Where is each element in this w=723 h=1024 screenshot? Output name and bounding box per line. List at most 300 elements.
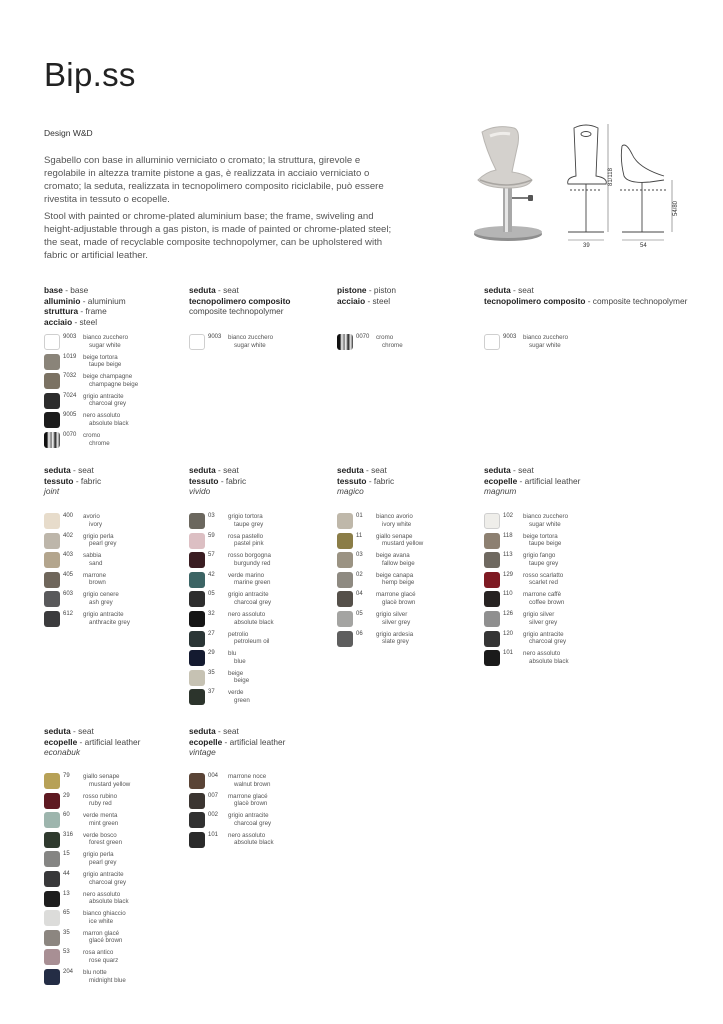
swatch-code: 004: [208, 773, 219, 779]
swatch-name-italian: petrolio: [228, 630, 249, 638]
header-line: [44, 317, 126, 328]
swatch-code: 603: [63, 591, 74, 598]
swatch-name-italian: giallo senape: [83, 773, 120, 780]
swatch-name: [83, 851, 117, 866]
swatch-name-english: scarlet red: [529, 579, 558, 587]
swatch-name-english: glacè brown: [382, 598, 416, 606]
swatch-name: [228, 832, 274, 847]
swatch-name-english: chrome: [89, 439, 110, 447]
swatch-name: [228, 611, 274, 626]
swatch-name-italian: beige tortora: [83, 353, 118, 361]
header-line: [44, 726, 140, 737]
header-line: [337, 285, 396, 296]
swatch-name: [376, 572, 414, 587]
color-swatch: [44, 513, 60, 529]
swatch-name-english: green: [234, 696, 250, 704]
header-term: tecnopolimero composito: [189, 295, 291, 306]
header-translation: - fabric: [366, 475, 395, 486]
swatch-name-english: mustard yellow: [89, 780, 131, 788]
swatch-code: 53: [63, 949, 70, 956]
swatch-code: 79: [63, 773, 70, 779]
swatch-name-italian: bianco zucchero: [523, 513, 569, 520]
header-term: ecopelle: [484, 475, 518, 486]
color-swatch: [337, 572, 353, 588]
product-image: [456, 120, 566, 250]
header-line: [44, 737, 140, 748]
header-translation: - composite technopolymer: [585, 295, 688, 306]
swatch-name: [83, 334, 128, 349]
header-translation: - artificial leather: [222, 736, 286, 747]
color-swatch: [44, 851, 60, 867]
swatch-name-english: brown: [89, 579, 106, 587]
swatch-name: [83, 930, 122, 945]
color-swatch: [44, 969, 60, 985]
swatch-name: [376, 552, 415, 567]
swatch-name: [376, 334, 403, 349]
header-line: [44, 306, 126, 317]
swatch-code: 113: [503, 552, 513, 559]
swatch-code: 01: [356, 513, 363, 519]
swatch-name: [228, 793, 268, 808]
color-swatch: [484, 513, 500, 529]
swatch-name: [83, 949, 118, 964]
color-swatch: [189, 334, 205, 350]
swatch-name-english: midnight blue: [89, 976, 126, 984]
description-italian: Sgabello con base in alluminio verniciato o cromato; la struttura, girevole e regolabile in altezza tramite pistone a gas, è realizzata in acciaio verniciato o cromato; la seduta, realizzata in tecnopolimero composito riciclabile, può essere rivestita in tessuto o ecopelle.: [44, 155, 384, 205]
swatch-name-italian: rosa antico: [83, 949, 114, 957]
swatch-code: 9003: [503, 334, 517, 340]
color-swatch: [484, 631, 500, 647]
color-swatch: [44, 354, 60, 370]
dimension-seat-height: 54/80: [673, 200, 679, 216]
swatch-name-italian: grigio antracite: [83, 870, 124, 878]
swatch-name-italian: grigio antracite: [523, 630, 564, 638]
header-line: [337, 486, 394, 497]
swatch-name-italian: grigio silver: [376, 610, 408, 618]
color-swatch: [189, 689, 205, 705]
swatch-name: [228, 334, 273, 349]
swatch-name-english: charcoal grey: [234, 598, 272, 606]
swatch-name-italian: marrone glacé: [376, 591, 416, 599]
color-swatch: [189, 533, 205, 549]
swatch-name-english: taupe grey: [234, 520, 264, 528]
swatch-code: 120: [503, 630, 514, 637]
color-swatch: [44, 832, 60, 848]
header-term: seduta: [337, 465, 364, 475]
swatch-name: [228, 513, 263, 528]
color-swatch: [337, 591, 353, 607]
header-line: [189, 747, 285, 758]
swatch-code: 42: [208, 571, 215, 578]
swatch-name-italian: grigio ardesia: [376, 630, 414, 638]
color-swatch: [189, 773, 205, 789]
section-header-fabric-magico: [337, 465, 394, 497]
swatch-name-italian: rosso borgogna: [228, 552, 271, 560]
swatch-name-italian: nero assoluto: [228, 831, 266, 839]
swatch-name-italian: marrone caffè: [523, 591, 562, 599]
color-swatch: [337, 552, 353, 568]
header-translation: - seat: [510, 465, 534, 475]
swatch-name: [523, 533, 561, 548]
swatch-name-italian: grigio fango: [523, 552, 556, 560]
swatch-name-italian: marrone noce: [228, 773, 267, 780]
header-translation: composite technopolymer: [189, 306, 284, 316]
color-swatch: [44, 949, 60, 965]
swatch-name: [228, 631, 269, 646]
swatch-code: 27: [208, 630, 215, 637]
swatch-code: 35: [63, 929, 70, 936]
header-line: [44, 465, 101, 476]
header-line: [337, 465, 394, 476]
header-term: seduta: [189, 726, 216, 736]
header-line: [189, 465, 246, 476]
color-swatch: [44, 930, 60, 946]
color-swatch: [189, 650, 205, 666]
swatch-name: [523, 631, 566, 646]
color-swatch: [44, 412, 60, 428]
color-swatch: [189, 793, 205, 809]
swatch-name: [376, 611, 410, 626]
swatch-name-italian: beige: [228, 669, 244, 677]
swatch-name-english: charcoal grey: [89, 400, 127, 408]
header-term: seduta: [44, 726, 71, 736]
swatch-name-english: rose quarz: [89, 956, 119, 964]
swatch-code: 13: [63, 890, 70, 897]
color-swatch: [44, 552, 60, 568]
swatch-name-italian: nero assoluto: [228, 610, 266, 618]
swatch-name-italian: marrone glacé: [228, 792, 268, 800]
swatch-name: [83, 513, 102, 528]
swatch-name-english: ice white: [89, 917, 114, 925]
swatch-code: 11: [356, 532, 363, 539]
color-swatch: [44, 812, 60, 828]
swatch-name-italian: verde bosco: [83, 831, 117, 839]
section-header-seat-technopolymer-2: [484, 285, 687, 306]
header-term: ecopelle: [189, 736, 223, 747]
swatch-name: [376, 631, 413, 646]
color-swatch: [189, 670, 205, 686]
swatch-code: 102: [503, 513, 514, 519]
swatch-name: [376, 513, 413, 528]
swatch-code: 1019: [63, 353, 77, 360]
swatch-name-english: fallow beige: [382, 559, 415, 567]
swatch-name-english: ivory: [89, 520, 103, 528]
header-line: [337, 476, 394, 487]
swatch-name-english: absolute black: [234, 839, 274, 847]
swatch-name: [523, 552, 558, 567]
swatch-name-english: chrome: [382, 341, 403, 349]
color-swatch: [44, 773, 60, 789]
swatch-name-english: silver grey: [529, 618, 558, 626]
swatch-name-italian: rosso rubino: [83, 792, 118, 800]
section-header-piston: [337, 285, 396, 306]
swatch-code: 002: [208, 812, 219, 819]
header-line: [189, 476, 246, 487]
header-term: pistone: [337, 285, 367, 295]
swatch-name-italian: grigio antracite: [83, 392, 124, 400]
header-translation: - base: [62, 285, 89, 295]
color-swatch: [189, 812, 205, 828]
swatch-name-english: pastel pink: [234, 540, 264, 548]
section-header-leather-econabuk: [44, 726, 140, 758]
header-term: struttura: [44, 306, 79, 316]
swatch-name-italian: grigio antracite: [228, 812, 269, 820]
swatch-name-english: glacé brown: [89, 937, 123, 945]
header-subtitle: magico: [337, 486, 364, 496]
swatch-name-english: silver grey: [382, 618, 411, 626]
swatch-name-english: petroleum oil: [234, 638, 270, 646]
header-line: [484, 486, 580, 497]
swatch-code: 15: [63, 851, 70, 858]
swatch-name: [83, 373, 138, 388]
swatch-name-english: absolute black: [89, 898, 129, 906]
swatch-code: 65: [63, 910, 70, 917]
swatch-code: 9005: [63, 412, 77, 419]
swatch-name-italian: bianco zucchero: [228, 334, 274, 341]
swatch-name-english: sugar white: [234, 341, 266, 349]
swatch-name-italian: grigio cenere: [83, 591, 119, 599]
dimension-depth: 54: [640, 243, 647, 249]
header-line: [337, 296, 396, 307]
swatch-name-english: absolute black: [234, 618, 274, 626]
swatch-name: [228, 552, 271, 567]
swatch-name-italian: grigio tortora: [228, 513, 263, 520]
color-swatch: [484, 552, 500, 568]
swatch-name-italian: nero assoluto: [83, 412, 121, 420]
swatch-name-italian: nero assoluto: [83, 890, 121, 898]
color-swatch: [484, 650, 500, 666]
swatch-name-english: sugar white: [529, 341, 561, 349]
color-swatch: [44, 572, 60, 588]
swatch-name-english: ivory white: [382, 520, 412, 528]
swatch-name-english: charcoal grey: [234, 819, 272, 827]
swatch-code: 44: [63, 870, 70, 877]
header-line: [44, 476, 101, 487]
swatch-name-english: taupe grey: [529, 559, 559, 567]
header-line: [484, 465, 580, 476]
color-swatch: [484, 572, 500, 588]
color-swatch: [44, 891, 60, 907]
swatch-name: [83, 412, 129, 427]
color-swatch: [44, 591, 60, 607]
swatch-code: 101: [503, 650, 514, 657]
swatch-name-italian: cromo: [376, 334, 394, 341]
page-title: Bip.ss: [44, 56, 136, 93]
header-term: acciaio: [44, 316, 73, 327]
section-header-fabric-joint: [44, 465, 101, 497]
swatch-name: [83, 910, 126, 925]
swatch-code: 126: [503, 610, 514, 617]
swatch-name: [523, 611, 557, 626]
dimension-height: 81/118: [608, 168, 614, 186]
swatch-name: [228, 689, 250, 704]
header-line: [189, 296, 290, 307]
header-line: [44, 486, 101, 497]
header-line: [189, 486, 246, 497]
swatch-name: [228, 670, 249, 685]
color-swatch: [44, 871, 60, 887]
swatch-name-italian: beige champagne: [83, 373, 133, 381]
header-term: seduta: [484, 465, 511, 475]
header-translation: - steel: [365, 295, 391, 306]
swatch-code: 29: [208, 650, 215, 657]
header-subtitle: econabuk: [44, 747, 80, 757]
swatch-code: 57: [208, 552, 215, 559]
swatch-name-english: absolute black: [529, 657, 569, 665]
swatch-code: 316: [63, 831, 74, 838]
header-term: seduta: [189, 285, 216, 295]
swatch-name: [228, 572, 270, 587]
swatch-code: 101: [208, 831, 219, 838]
swatch-name-english: ash grey: [89, 598, 113, 606]
swatch-name-italian: grigio antracite: [83, 610, 124, 618]
header-translation: - seat: [510, 285, 534, 295]
header-line: [484, 296, 687, 307]
swatch-name-english: walnut brown: [234, 780, 271, 788]
swatch-name-english: ruby red: [89, 800, 112, 808]
header-translation: - fabric: [73, 475, 102, 486]
header-term: acciaio: [337, 295, 366, 306]
swatch-name: [523, 334, 568, 349]
swatch-code: 59: [208, 532, 215, 539]
header-subtitle: vivido: [189, 486, 211, 496]
swatch-name-italian: rosso scarlatto: [523, 571, 564, 579]
color-swatch: [189, 611, 205, 627]
header-term: ecopelle: [44, 736, 78, 747]
color-swatch: [189, 552, 205, 568]
swatch-name-italian: bianco zucchero: [83, 334, 129, 341]
swatch-code: 35: [208, 669, 215, 676]
swatch-name-italian: beige avana: [376, 552, 410, 560]
swatch-code: 06: [356, 630, 363, 637]
swatch-name-english: sand: [89, 559, 103, 567]
swatch-name-italian: giallo senape: [376, 532, 413, 540]
swatch-name: [523, 650, 569, 665]
color-swatch: [44, 393, 60, 409]
swatch-name-english: anthracite grey: [89, 618, 130, 626]
swatch-name: [376, 591, 416, 606]
swatch-code: 110: [503, 591, 513, 598]
swatch-code: 32: [208, 610, 215, 617]
color-swatch: [484, 611, 500, 627]
header-term: seduta: [484, 285, 511, 295]
swatch-name-italian: bianco ghiaccio: [83, 910, 126, 918]
header-translation: - seat: [70, 726, 94, 736]
header-term: seduta: [44, 465, 71, 475]
swatch-name-english: hemp beige: [382, 579, 415, 587]
swatch-name-italian: grigio silver: [523, 610, 555, 618]
section-header-leather-magnum: [484, 465, 580, 497]
swatch-name-italian: verde menta: [83, 812, 118, 820]
header-translation: - aluminium: [80, 295, 126, 306]
header-translation: - seat: [215, 465, 239, 475]
color-swatch: [189, 572, 205, 588]
color-swatch: [189, 631, 205, 647]
header-translation: - artificial leather: [517, 475, 581, 486]
swatch-name-english: blue: [234, 657, 246, 665]
section-header-seat-technopolymer: [189, 285, 290, 317]
swatch-name-english: coffee brown: [529, 598, 565, 606]
design-credit: Design W&D: [44, 128, 93, 138]
color-swatch: [337, 533, 353, 549]
description-english: Stool with painted or chrome-plated aluminium base; the frame, swiveling and height-adjustable through a gas piston, is made of painted or chrome-plated steel; the seat, made of recyclable composite technopolymer, can be upholstered with fabric or artificial leather.: [44, 211, 392, 261]
header-translation: - seat: [215, 285, 239, 295]
swatch-code: 9003: [63, 334, 77, 340]
swatch-name: [83, 793, 117, 808]
swatch-code: 02: [356, 571, 363, 578]
swatch-code: 7032: [63, 373, 77, 380]
swatch-name: [83, 432, 110, 447]
swatch-code: 7024: [63, 392, 77, 399]
swatch-code: 29: [63, 792, 70, 799]
color-swatch: [44, 334, 60, 350]
swatch-name: [83, 591, 119, 606]
swatch-name: [83, 611, 130, 626]
header-translation: - steel: [72, 316, 98, 327]
swatch-code: 400: [63, 513, 74, 519]
swatch-name: [83, 891, 129, 906]
swatch-code: 05: [356, 610, 363, 617]
header-term: tessuto: [44, 475, 74, 486]
color-swatch: [44, 373, 60, 389]
color-swatch: [337, 611, 353, 627]
swatch-code: 405: [63, 571, 74, 578]
swatch-code: 0070: [63, 431, 77, 438]
swatch-name-italian: marron glacé: [83, 929, 120, 937]
swatch-name-english: charcoal grey: [529, 638, 567, 646]
header-line: [44, 285, 126, 296]
color-swatch: [44, 793, 60, 809]
header-translation: - seat: [363, 465, 387, 475]
swatch-name: [83, 773, 130, 788]
swatch-code: 03: [208, 513, 215, 519]
swatch-code: 37: [208, 689, 215, 696]
color-swatch: [189, 513, 205, 529]
header-subtitle: magnum: [484, 486, 517, 496]
header-translation: - seat: [215, 726, 239, 736]
swatch-name-english: absolute black: [89, 419, 129, 427]
swatch-code: 402: [63, 532, 74, 539]
header-subtitle: vintage: [189, 747, 216, 757]
header-line: [189, 737, 285, 748]
swatch-name-italian: cromo: [83, 431, 101, 439]
header-line: [44, 747, 140, 758]
header-translation: - artificial leather: [77, 736, 141, 747]
color-swatch: [189, 832, 205, 848]
swatch-name-italian: beige canapa: [376, 571, 414, 579]
swatch-name: [83, 832, 122, 847]
swatch-name-italian: bianco avorio: [376, 513, 413, 520]
header-term: base: [44, 285, 63, 295]
header-translation: - seat: [70, 465, 94, 475]
swatch-name: [83, 572, 106, 587]
swatch-code: 118: [503, 532, 513, 539]
color-swatch: [44, 533, 60, 549]
swatch-code: 612: [63, 610, 74, 617]
swatch-name-english: sugar white: [89, 341, 121, 349]
header-term: tessuto: [337, 475, 367, 486]
color-swatch: [484, 533, 500, 549]
swatch-name-italian: beige tortora: [523, 532, 558, 540]
swatch-name-italian: avorio: [83, 513, 100, 520]
header-translation: - piston: [366, 285, 397, 295]
swatch-code: 03: [356, 552, 363, 559]
swatch-name-italian: grigio perla: [83, 851, 114, 859]
color-swatch: [337, 334, 353, 350]
swatch-name-english: burgundy red: [234, 559, 271, 567]
swatch-name: [228, 650, 246, 665]
header-line: [484, 285, 687, 296]
